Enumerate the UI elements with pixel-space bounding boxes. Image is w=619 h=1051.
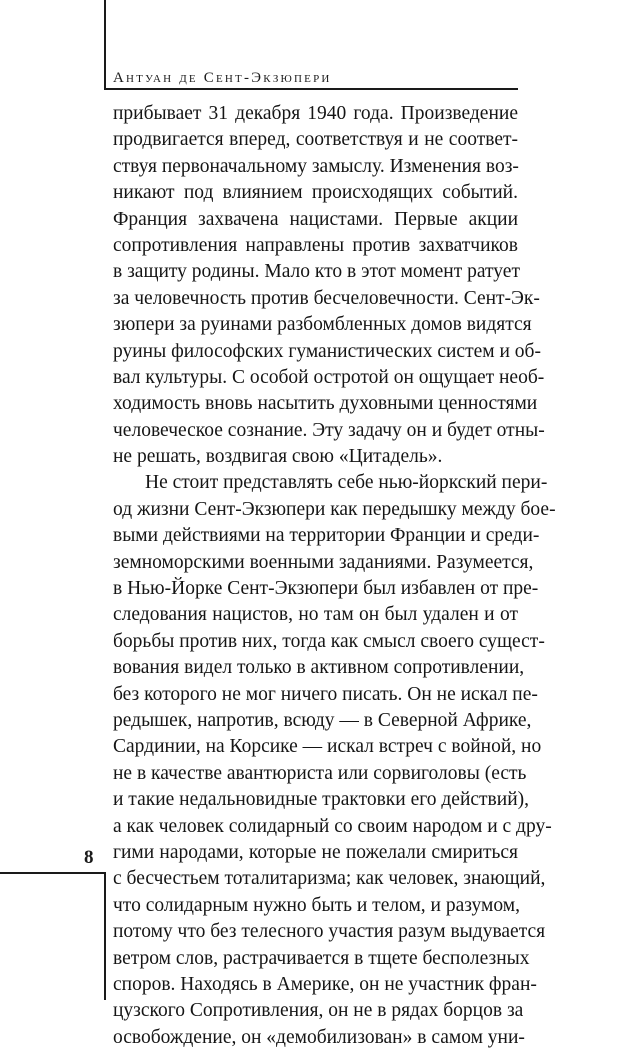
left-vertical-rule-top	[104, 0, 106, 88]
text-line: Не стоит представлять себе нью-йоркский пери-	[145, 472, 548, 494]
text-line: редышек, напротив, всюду — в Северной Африке,	[113, 709, 532, 731]
text-line: Сардинии, на Корсике — искал встреч с войной, но	[113, 736, 542, 758]
left-vertical-rule-bottom	[104, 872, 106, 1000]
text-line: гими народами, которые не пожелали смириться	[113, 841, 518, 863]
text-line: потому что без телесного участия разум выдувается	[113, 921, 546, 943]
text-line: прибывает 31 декабря 1940 года. Произведение	[113, 103, 518, 124]
text-line: человеческое сознание. Эту задачу он и будет отны-	[113, 419, 545, 441]
text-line: а как человек солидарный со своим народом и с дру-	[113, 815, 552, 837]
text-line: продвигается вперед, соответствуя и не соответ-	[113, 129, 518, 151]
body-text	[113, 101, 556, 1051]
text-line: никают под влиянием происходящих событий.	[113, 182, 518, 204]
text-line: выми действиями на территории Франции и среди-	[113, 525, 540, 547]
text-line: следования нацистов, но там он был удален и от	[113, 604, 518, 626]
text-line: вования видел только в активном сопротивлении,	[113, 657, 525, 679]
text-line: споров. Находясь в Америке, он не участник фран-	[113, 973, 537, 995]
text-line: зюпери за руинами разбомбленных домов видятся	[113, 314, 532, 336]
text-line: Франция захвачена нацистами. Первые акции	[113, 208, 518, 230]
text-line: не в качестве авантюриста или сорвиголовы (есть	[113, 762, 527, 784]
text-line: в защиту родины. Мало кто в этот момент ратует	[113, 261, 520, 283]
text-line: сопротивления направлены против захватчиков	[113, 234, 518, 256]
paragraph-2	[113, 470, 556, 1051]
text-line: в Нью-Йорке Сент-Экзюпери был избавлен от пре-	[113, 578, 539, 600]
text-line: борьбы против них, тогда как смысл своего сущест-	[113, 630, 545, 652]
text-line: с бесчестьем тоталитаризма; как человек, знающий,	[113, 868, 546, 890]
text-line: ходимость вновь насытить духовными ценностями	[113, 393, 538, 415]
page-number: 8	[84, 847, 94, 868]
text-line: од жизни Сент-Экзюпери как передышку между бое-	[113, 498, 556, 520]
paragraph-1	[113, 101, 545, 470]
footer-horizontal-rule	[0, 872, 106, 874]
text-line: освобождение, он «демобилизован» в самом уни-	[113, 1026, 525, 1048]
text-line: земноморскими военными заданиями. Разумеется,	[113, 551, 534, 573]
text-line: не решать, воздвигая свою «Цитадель».	[113, 446, 443, 468]
header-horizontal-rule	[104, 88, 518, 90]
text-line: цузского Сопротивления, он не в рядах борцов за	[113, 1000, 524, 1022]
running-header: Антуан де Сент-Экзюпери	[113, 70, 332, 86]
text-line: руины философских гуманистических систем и об-	[113, 340, 541, 362]
text-line: ствуя первоначальному замыслу. Изменения воз-	[113, 155, 519, 177]
text-line: за человечность против бесчеловечности. Сент-Эк-	[113, 287, 540, 309]
text-line: без которого не мог ничего писать. Он не искал пе-	[113, 683, 538, 705]
text-line: и такие недальновидные трактовки его действий),	[113, 789, 530, 811]
text-line: вал культуры. С особой остротой он ощущает необ-	[113, 366, 545, 388]
text-line: ветром слов, растрачивается в тщете бесполезных	[113, 947, 530, 969]
text-line: что солидарным нужно быть и телом, и разумом,	[113, 894, 520, 916]
